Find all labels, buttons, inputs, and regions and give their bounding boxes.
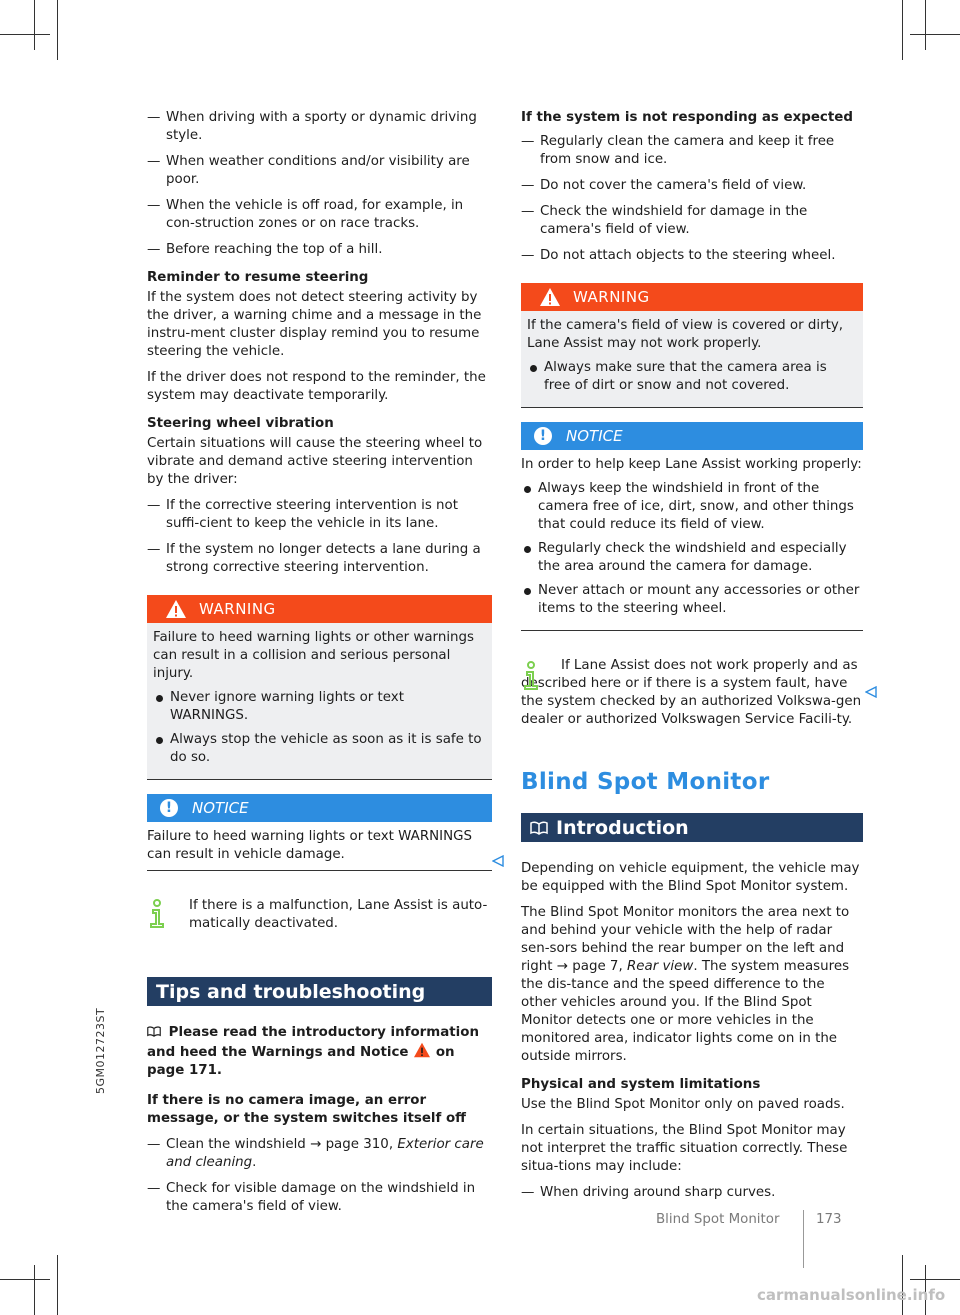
crop-mark xyxy=(902,0,903,60)
list-item: — Do not cover the camera's field of view. xyxy=(521,177,863,195)
section-title: Introduction xyxy=(556,816,689,839)
info-icon xyxy=(147,899,167,929)
list-item: — Do not attach objects to the steering wheel. xyxy=(521,247,863,265)
chapter-title: Blind Spot Monitor xyxy=(521,769,770,795)
warning-body xyxy=(147,623,492,780)
notice-label: NOTICE xyxy=(566,427,623,445)
bullet-item: Never attach or mount any accessories or other items to the steering wheel. xyxy=(521,582,863,618)
page-link[interactable]: page 310, xyxy=(325,1137,394,1152)
crop-mark xyxy=(925,0,926,50)
notice-label: NOTICE xyxy=(192,799,249,817)
book-icon xyxy=(530,821,548,835)
list-item: — Check for visible damage on the windshield in the camera's field of view. xyxy=(147,1180,492,1216)
notice-exclamation-icon: ! xyxy=(160,799,178,817)
list-item: — If the system no longer detects a lane during a strong corrective steering intervention. xyxy=(147,541,492,577)
list-item: — Check the windshield for damage in the camera's field of view. xyxy=(521,203,863,239)
crop-mark xyxy=(902,1255,903,1315)
notice-text: In order to help keep Lane Assist working properly: xyxy=(521,457,862,472)
notice-bar xyxy=(521,422,863,450)
section-title-bar xyxy=(147,977,492,1006)
paragraph: If the driver does not respond to the reminder, the system may deactivate temporarily. xyxy=(147,370,486,403)
warning-text: Failure to heed warning lights or other warnings can result in a collision and serious personal injury. xyxy=(153,630,475,681)
crop-mark xyxy=(57,1255,58,1315)
reminder-heading: Reminder to resume steering xyxy=(147,270,369,285)
camera-heading: If there is no camera image, an error message, or the system switches itself off xyxy=(147,1093,467,1126)
warning-bar xyxy=(521,283,863,311)
right-column xyxy=(521,109,863,1210)
side-code: 5GM012723ST xyxy=(94,1007,107,1094)
paragraph: If the system does not detect steering activity by the driver, a warning chime and a message in the instru-ment cluster display remind you to resume steering the vehicle. xyxy=(147,290,482,359)
paragraph: Depending on vehicle equipment, the vehicle may be equipped with the Blind Spot Monitor system. xyxy=(521,861,860,894)
crop-mark xyxy=(34,0,35,50)
arrow-right-icon: → xyxy=(556,959,568,974)
list-item: — If the corrective steering intervention is not suffi-cient to keep the vehicle in its lane. xyxy=(147,497,492,533)
page-number: 173 xyxy=(816,1212,842,1227)
warning-triangle-icon xyxy=(413,1042,431,1058)
bullet-item: Always make sure that the camera area is free of dirt or snow and not covered. xyxy=(527,359,857,395)
bullet-item: Never ignore warning lights or text WARNINGS. xyxy=(153,689,486,725)
crop-mark xyxy=(57,0,58,60)
section-end-triangle-icon xyxy=(492,855,504,867)
notice-body xyxy=(147,822,492,871)
section-end-triangle-icon xyxy=(865,686,877,698)
crop-mark xyxy=(0,1279,50,1280)
info-note xyxy=(521,657,863,729)
responding-heading: If the system is not responding as expected xyxy=(521,110,853,125)
paragraph: The Blind Spot Monitor monitors the area next to and behind your vehicle with the help of radar sen-sors behind the rear bumper on the left and right → page 7, Rear view. The system measures the dis-tance and the speed difference to the other vehicles around you. If the Blind Spot Monitor detects one or more vehicles in the monitored area, indicator lights come on in the outside mirrors. xyxy=(521,905,850,1064)
intro-reference: Please read the introductory information and heed the Warnings and Notice on page 171. xyxy=(147,1025,479,1078)
limits-heading: Physical and system limitations xyxy=(521,1077,761,1092)
notice-bar xyxy=(147,794,492,822)
book-icon xyxy=(147,1026,161,1037)
info-note xyxy=(147,897,492,933)
watermark: carmanualsonline.info xyxy=(757,1286,946,1304)
warning-bar xyxy=(147,595,492,623)
section-title: Tips and troubleshooting xyxy=(156,980,426,1003)
warning-body xyxy=(521,311,863,408)
notice-text: Failure to heed warning lights or text WARNINGS can result in vehicle damage. xyxy=(147,829,472,862)
page-link[interactable]: page 7, xyxy=(572,959,623,974)
list-item: — When driving around sharp curves. xyxy=(521,1184,863,1202)
paragraph: Certain situations will cause the steering wheel to vibrate and demand active steering intervention by the driver: xyxy=(147,436,483,487)
list-item: — When weather conditions and/or visibility are poor. xyxy=(147,153,492,189)
warning-label: WARNING xyxy=(199,600,276,618)
vibration-heading: Steering wheel vibration xyxy=(147,416,334,431)
info-text: If Lane Assist does not work properly and as described here or if there is a system fault, have the system checked by an authorized Volkswa-gen dealer or authorized Volkswagen Service Facili-ty. xyxy=(521,658,862,727)
warning-triangle-icon xyxy=(165,599,187,619)
crop-mark xyxy=(910,34,960,35)
warning-triangle-icon xyxy=(539,287,561,307)
footer-divider xyxy=(803,1210,804,1268)
bullet-item: Always stop the vehicle as soon as it is safe to do so. xyxy=(153,731,486,767)
footer-chapter-label: Blind Spot Monitor xyxy=(656,1212,780,1227)
section-title-bar xyxy=(521,813,863,842)
warning-text: If the camera's field of view is covered or dirty, Lane Assist may not work properly. xyxy=(527,318,844,351)
info-icon xyxy=(521,661,541,691)
paragraph: In certain situations, the Blind Spot Monitor may not interpret the traffic situation correctly. These situa-tions may include: xyxy=(521,1123,848,1174)
bullet-item: Always keep the windshield in front of the camera free of ice, dirt, snow, and other things that could reduce its field of view. xyxy=(521,480,863,534)
list-item: — Clean the windshield → page 310, Exterior care and cleaning. xyxy=(147,1136,492,1172)
left-column xyxy=(147,109,492,1224)
crop-mark xyxy=(910,1279,960,1280)
warning-label: WARNING xyxy=(573,288,650,306)
list-item: — Before reaching the top of a hill. xyxy=(147,241,492,259)
crop-mark xyxy=(34,1265,35,1315)
arrow-right-icon: → xyxy=(310,1137,322,1152)
notice-body xyxy=(521,450,863,631)
bullet-item: Regularly check the windshield and especially the area around the camera for damage. xyxy=(521,540,863,576)
notice-exclamation-icon: ! xyxy=(534,427,552,445)
list-item: — When the vehicle is off road, for example, in con-struction zones or on race tracks. xyxy=(147,197,492,233)
paragraph: Use the Blind Spot Monitor only on paved roads. xyxy=(521,1097,845,1112)
info-text: If there is a malfunction, Lane Assist is auto-matically deactivated. xyxy=(189,898,488,931)
crop-mark xyxy=(0,34,50,35)
list-item: — When driving with a sporty or dynamic driving style. xyxy=(147,109,492,145)
list-item: — Regularly clean the camera and keep it free from snow and ice. xyxy=(521,133,863,169)
